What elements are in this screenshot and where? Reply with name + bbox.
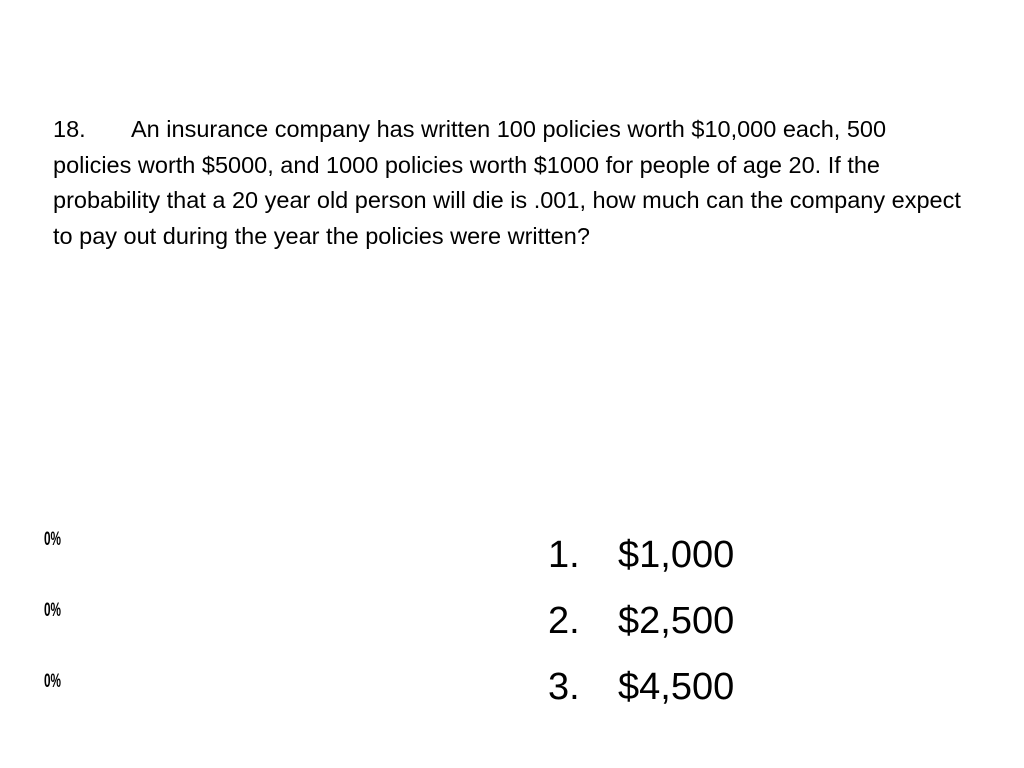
answer-2-percent: 0% bbox=[44, 600, 62, 621]
answer-option-1[interactable] bbox=[548, 522, 734, 588]
answer-3-percent: 0% bbox=[44, 671, 62, 692]
answer-label: $2,500 bbox=[618, 600, 735, 642]
answer-number: 3. bbox=[548, 666, 580, 708]
question-number: 18. bbox=[53, 116, 86, 142]
answer-number: 2. bbox=[548, 600, 580, 642]
question-text-block bbox=[53, 112, 963, 254]
answer-option-2[interactable] bbox=[548, 588, 734, 654]
answer-number: 1. bbox=[548, 534, 580, 576]
answer-label: $4,500 bbox=[618, 666, 735, 708]
answer-list bbox=[548, 522, 734, 720]
answer-label: $1,000 bbox=[618, 534, 735, 576]
answer-1-percent: 0% bbox=[44, 529, 62, 550]
question-text: An insurance company has written 100 policies worth $10,000 each, 500 policies worth $5000, and 1000 policies worth $1000 for people of age 20. If the probability that a 20 year old person will die is .001, how much can the company expect to pay out during the year the policies were written? bbox=[53, 116, 961, 249]
answer-option-3[interactable] bbox=[548, 654, 734, 720]
